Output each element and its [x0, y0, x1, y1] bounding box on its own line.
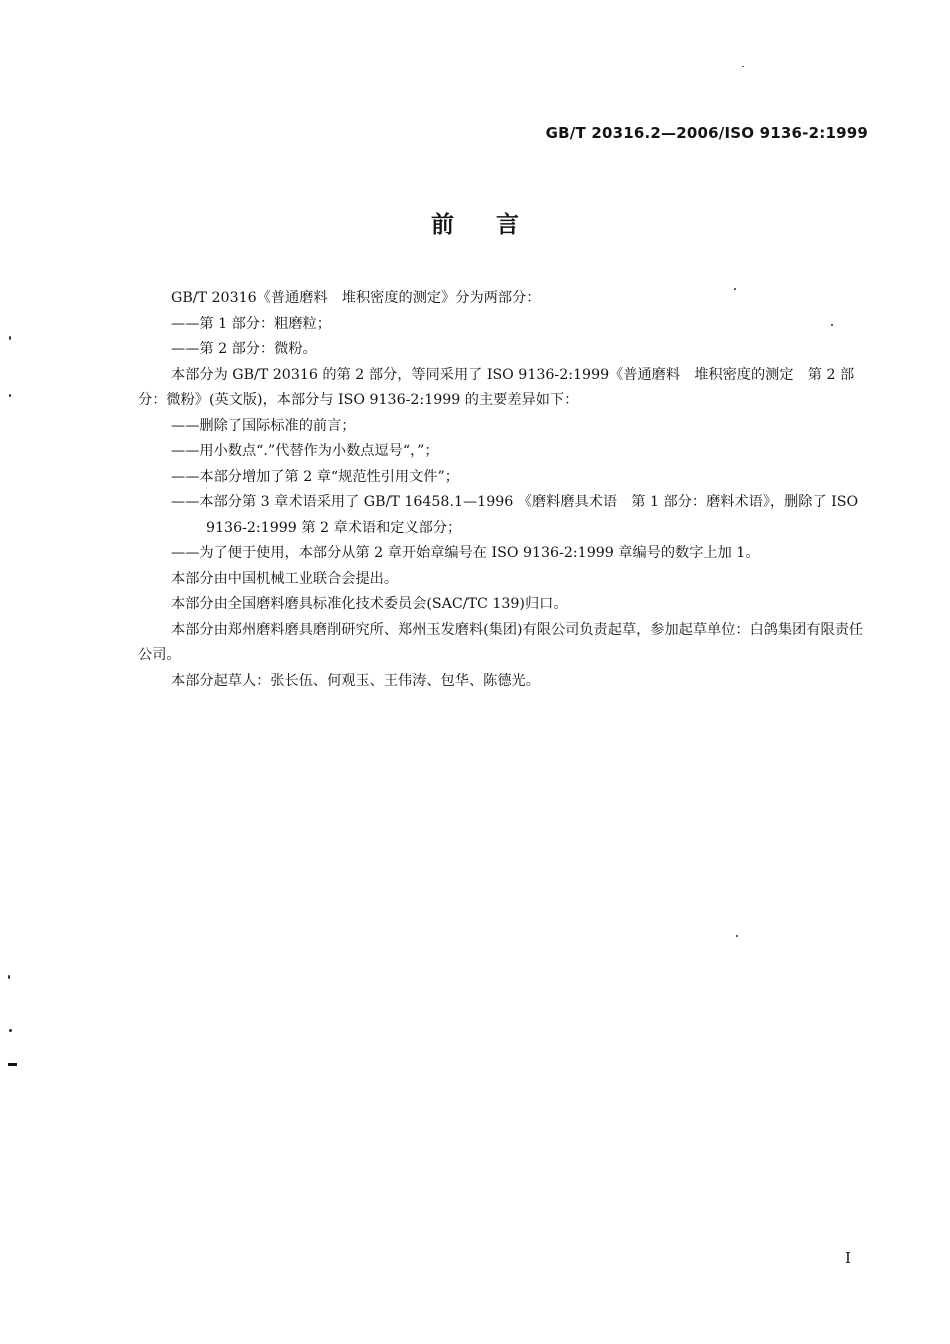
standard-code-header: GB/T 20316.2—2006/ISO 9136-2:1999 [545, 124, 868, 142]
scan-dash-mark [8, 1063, 17, 1066]
list-item-part1: ——第 1 部分：粗磨粒； [171, 315, 331, 332]
foreword-body [138, 286, 870, 694]
paragraph-drafters: 本部分起草人：张长伍、何观玉、王伟涛、包华、陈德光。 [171, 672, 540, 689]
scan-speck [9, 394, 11, 397]
scan-speck [831, 324, 833, 326]
page-number: I [845, 1249, 851, 1267]
paragraph-intro: GB/T 20316《普通磨料 堆积密度的测定》分为两部分： [171, 290, 541, 306]
scan-speck [8, 975, 10, 979]
paragraph-proposed-by: 本部分由中国机械工业联合会提出。 [171, 570, 399, 587]
list-item-part2: ——第 2 部分：微粉。 [171, 341, 317, 357]
list-item-difference-3: ——本部分增加了第 2 章“规范性引用文件”； [171, 468, 459, 485]
list-item-difference-1: ——删除了国际标准的前言； [171, 417, 356, 434]
scan-speck [9, 336, 11, 340]
scan-speck [9, 1029, 12, 1032]
list-item-difference-2: ——用小数点“.”代替作为小数点逗号“，”； [171, 443, 439, 459]
list-item-difference-5: ——为了便于使用，本部分从第 2 章开始章编号在 ISO 9136-2:1999 章编号的数字上加 1。 [171, 545, 760, 561]
paragraph-centralized-by: 本部分由全国磨料磨具标准化技术委员会(SAC/TC 139)归口。 [171, 596, 568, 612]
scan-speck [734, 288, 736, 290]
list-item-difference-4: ——本部分第 3 章术语采用了 GB/T 16458.1—1996 《磨料磨具术语 第 1 部分：磨料术语》，删除了 ISO 9136-2:1999 第 2 章术语和定义部分； [171, 494, 859, 536]
paragraph-adoption: 本部分为 GB/T 20316 的第 2 部分，等同采用了 ISO 9136-2:1999《普通磨料 堆积密度的测定 第 2 部分：微粉》(英文版)，本部分与 ISO 9136-2:1999 的主要差异如下： [138, 366, 855, 408]
scan-speck [736, 935, 738, 937]
paragraph-drafted-by: 本部分由郑州磨料磨具磨削研究所、郑州玉发磨料(集团)有限公司负责起草，参加起草单位：白鸽集团有限责任公司。 [138, 621, 864, 663]
scan-speck [742, 66, 744, 67]
page-title: 前言 [431, 212, 561, 238]
